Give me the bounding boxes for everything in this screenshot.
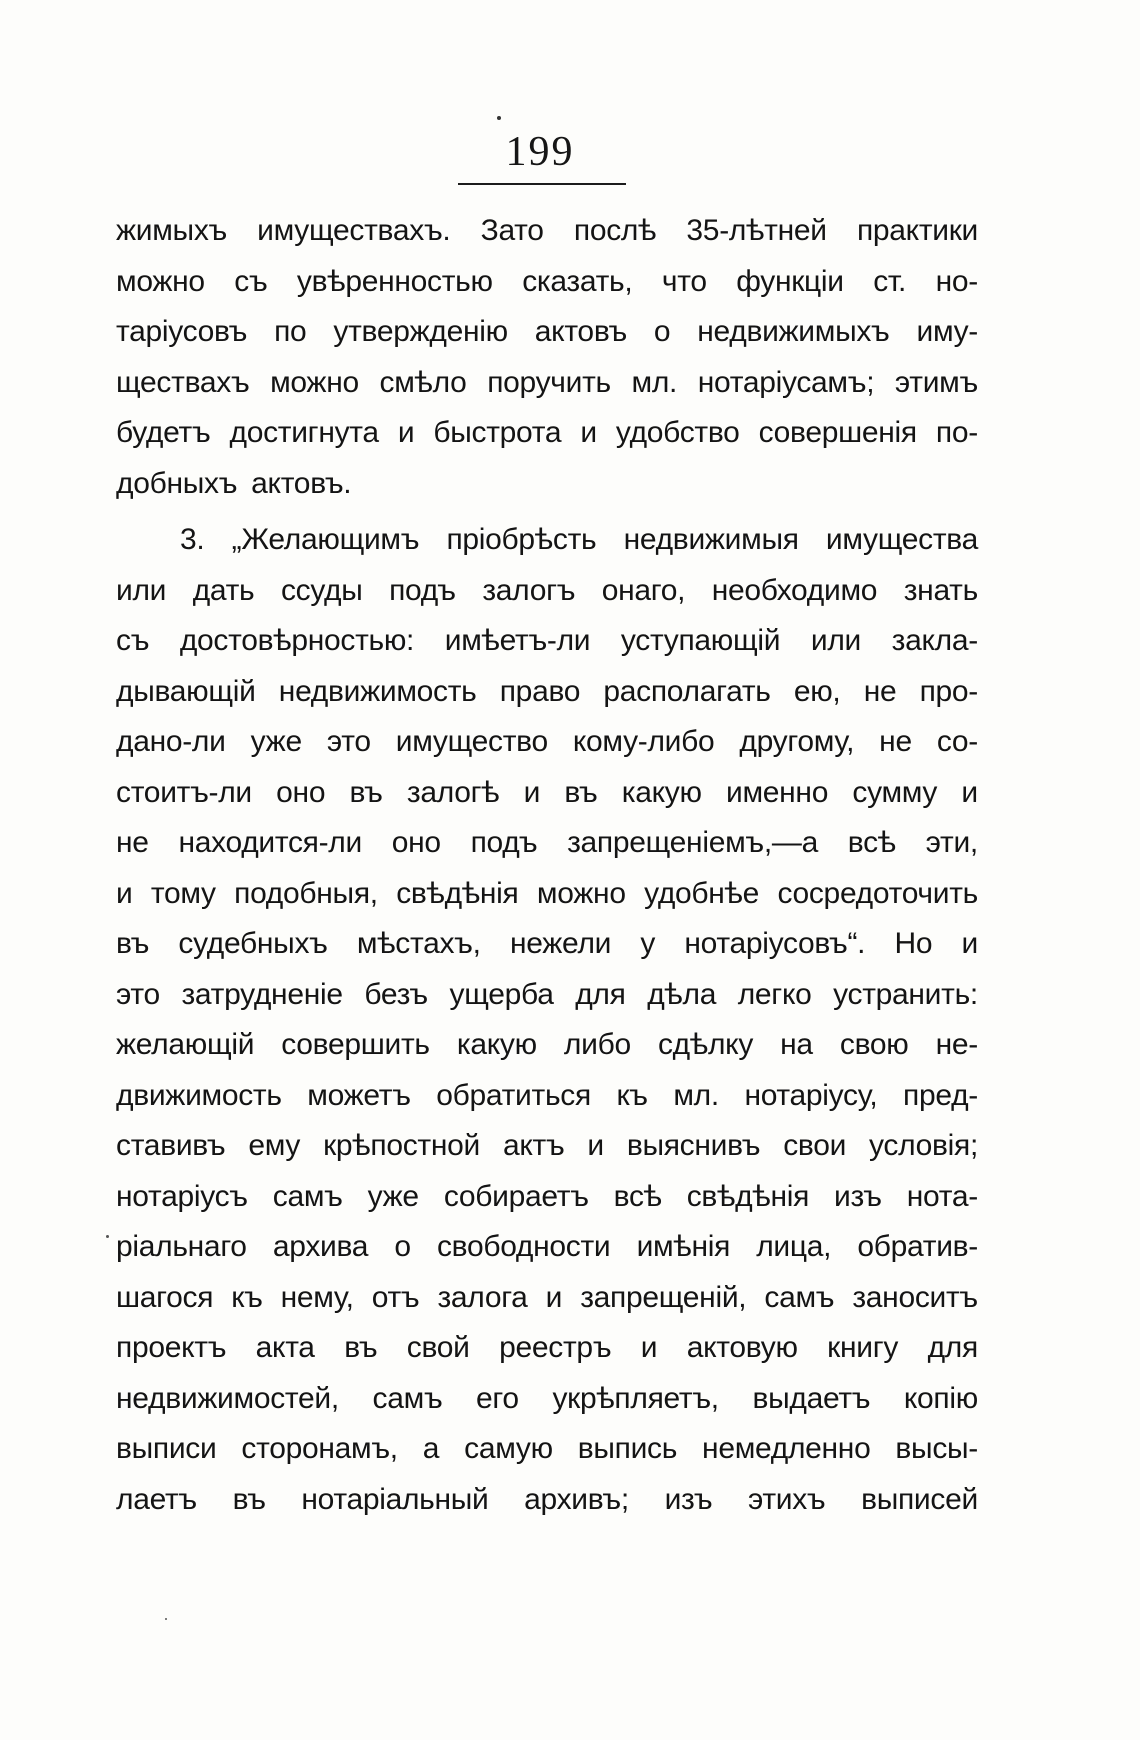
text-line [116,624,978,675]
word: самъ [372,1381,443,1415]
word: и [580,416,597,449]
word: нотаріальный [301,1482,489,1516]
word: послѣ [573,214,657,247]
text-line [116,877,978,928]
word: и [961,927,978,960]
text-line [116,675,978,726]
word: для [927,1331,978,1364]
word: нотаріусамъ; [697,365,875,399]
word: въ [564,775,598,809]
print-speck [497,116,501,120]
paragraph-2 [116,523,978,1533]
word: это [116,977,160,1011]
word: сумму [852,775,938,809]
word: эти, [925,826,978,859]
word: не [863,674,897,708]
word: совершенія [758,416,917,449]
word: свою [839,1028,909,1061]
word: въ [349,775,383,809]
word: пріобрѣсть [446,523,597,556]
word: ему [248,1129,301,1162]
text-line [116,467,978,518]
word: какую [621,775,702,809]
word: жимыхъ [116,214,227,247]
word: съ [116,624,150,657]
word: имущества [825,523,978,556]
text-line [116,214,978,265]
word: сказать, [522,264,633,298]
word: ріальнаго [116,1230,247,1263]
word: и [116,876,133,910]
word: оно [276,775,326,809]
word: актовую [686,1331,798,1364]
word: у [640,927,656,960]
word: подобныя, [234,876,378,910]
word: немедленно [702,1432,871,1465]
word: акта [255,1331,315,1364]
text-line [116,776,978,827]
word: ст. [873,264,907,298]
word: изъ [664,1482,713,1516]
word: ссуды [280,573,363,607]
text-line [116,1281,978,1332]
word: кому-либо [572,725,715,758]
word: о [394,1230,411,1263]
word: это [326,725,371,758]
word: пред- [903,1078,978,1112]
word: сосредоточить [777,876,978,910]
word: уже [250,725,302,758]
word: увѣренностью [296,264,493,298]
text-line [116,927,978,978]
word: добныхъ [116,466,238,500]
word: для [575,977,626,1011]
word: на [780,1028,813,1061]
word: поручить [487,365,611,399]
word: затрудненіе [181,977,343,1011]
word: въ [344,1331,378,1364]
word: необходимо [711,573,878,607]
word: условія; [869,1129,978,1162]
word: дѣла [647,977,717,1011]
word: уже [367,1179,419,1213]
word: о [653,315,671,348]
word: къ [616,1078,648,1112]
word: крѣпостной [323,1129,480,1162]
word: архивъ; [524,1482,629,1516]
word: располагать [603,674,771,708]
text-line [116,1028,978,1079]
word: выписей [861,1482,978,1516]
word: всѣ [847,826,896,859]
word: сдѣлку [657,1028,754,1061]
text-line [116,725,978,776]
word: будетъ [116,416,211,449]
word: обратив- [857,1230,978,1263]
word: смѣло [379,365,467,399]
word: оно [391,826,441,859]
word: 3. [180,523,205,556]
word: удобство [615,416,740,449]
word: дывающій [116,674,256,708]
word: утвержденію [333,315,508,348]
word: залогъ [482,573,576,607]
word: въ [232,1482,266,1516]
word: залогѣ [406,775,500,809]
word: мѣстахъ, [356,927,481,960]
word: достовѣрностью: [179,624,415,657]
text-line [116,1129,978,1180]
word: и [523,775,541,809]
word: по [274,315,307,348]
text-line [116,523,978,574]
text-line [116,1230,978,1281]
word: имуществахъ. [257,214,451,247]
word: заноситъ [852,1280,978,1314]
word: со- [936,725,978,758]
word: выписи [116,1432,217,1465]
word: и [587,1129,604,1162]
text-line [116,416,978,467]
header-rule [458,183,626,185]
text-line [116,366,978,417]
word: лаетъ [116,1482,197,1516]
word: нотаріусовъ“. [684,927,866,960]
word: подъ [389,573,456,607]
word: по- [935,416,978,449]
text-line [116,978,978,1029]
word: выпись [577,1432,678,1465]
word: архива [272,1230,369,1263]
word: лица, [756,1230,832,1263]
text-line [116,826,978,877]
word: знать [903,573,978,607]
word: онаго, [601,573,686,607]
word: желающій [116,1028,255,1061]
word: актъ [502,1129,565,1162]
word: высы- [895,1432,978,1465]
word: про- [919,674,978,708]
text-line [116,265,978,316]
word: ею, [793,674,841,708]
print-speck [106,1235,109,1238]
word: либо [563,1028,631,1061]
word: удобнѣе [644,876,760,910]
word: имѣнія [636,1230,731,1263]
word: и [545,1280,563,1314]
word: легко [737,977,812,1011]
word: всѣ [613,1179,662,1213]
word: книгу [827,1331,899,1364]
word: можно [270,365,359,399]
word: судебныхъ [178,927,328,960]
text-line [116,315,978,366]
word: другому, [739,725,855,758]
word: свѣдѣнія [396,876,519,910]
word: имущество [395,725,548,758]
word: и [397,416,415,449]
word: сторонамъ, [241,1432,398,1465]
word: безъ [364,977,428,1011]
word: свой [406,1331,470,1364]
page-number: 199 [505,129,575,175]
word: актовъ. [251,466,352,500]
word: мл. [631,365,678,399]
word: самъ [272,1179,343,1213]
word: какую [456,1028,537,1061]
word: Зато [480,214,544,247]
word: что [661,264,707,298]
word: а [422,1432,440,1465]
word: запрещеній, [580,1280,747,1314]
word: Но [894,927,933,960]
word: функціи [736,264,844,298]
word: можно [536,876,626,910]
text-line [116,1331,978,1382]
paragraph-1 [116,214,978,517]
word: нежели [509,927,612,960]
word: нотаріусъ [116,1179,248,1213]
word: выяснивъ [626,1129,761,1162]
text-line [116,574,978,625]
word: имѣетъ-ли [444,624,591,657]
word: именно [726,775,829,809]
body-text [116,214,978,1533]
word: но- [935,264,978,298]
word: залога [437,1280,528,1314]
word: нота- [906,1179,978,1213]
word: обратиться [436,1078,591,1112]
word: къ [231,1280,263,1314]
word: реестръ [499,1331,612,1364]
word: „Желающимъ [231,523,420,556]
word: совершить [281,1028,430,1061]
word: шагося [116,1280,214,1314]
word: быстрота [433,416,562,449]
word: таріусовъ [116,315,248,348]
word: изъ [834,1179,882,1213]
word: практики [856,214,978,247]
word: нотаріусу, [744,1078,878,1112]
word: уступающій [620,624,781,657]
word: право [499,674,581,708]
word: недвижимыя [623,523,799,556]
word: проектъ [116,1331,227,1364]
word: не [879,725,912,758]
word: запрещеніемъ,—а [567,826,818,859]
word: устранить: [833,977,978,1011]
word: или [810,624,861,657]
word: свободности [436,1230,611,1263]
word: находится-ли [178,826,362,859]
word: этихъ [747,1482,826,1516]
word: можетъ [307,1078,411,1112]
word: его [476,1381,519,1415]
text-line [116,1382,978,1433]
word: и [640,1331,658,1364]
word: тому [150,876,216,910]
word: или [116,573,167,607]
word: достигнута [229,416,379,449]
word: иму- [916,315,978,348]
word: не- [935,1028,978,1061]
word: недвижимостей, [116,1381,339,1415]
word: подъ [470,826,538,859]
word: движимость [116,1078,282,1112]
word: копію [903,1381,978,1415]
text-line [116,1432,978,1483]
word: можно [116,264,205,298]
word: недвижимыхъ [697,315,890,348]
word: выдаетъ [752,1381,871,1415]
word: ществахъ [116,365,250,399]
word: стоитъ-ли [116,775,252,809]
text-line [116,1483,978,1534]
word: самъ [764,1280,835,1314]
word: мл. [673,1078,719,1112]
word: собираетъ [443,1179,589,1213]
print-speck [165,1618,167,1620]
word: не [116,826,149,859]
word: дано-ли [116,725,226,758]
word: ставивъ [116,1129,226,1162]
word: актовъ [534,315,627,348]
word: свѣдѣнія [686,1179,810,1213]
word: отъ [371,1280,420,1314]
word: дать [192,573,255,607]
word: этимъ [894,365,978,399]
text-line [116,1180,978,1231]
word: нему, [280,1280,354,1314]
word: самую [464,1432,553,1465]
word: ущерба [449,977,554,1011]
word: и [961,775,978,809]
word: укрѣпляетъ, [552,1381,719,1415]
text-line [116,1079,978,1130]
word: 35-лѣтней [686,214,827,247]
word: свои [783,1129,847,1162]
word: въ [116,927,150,960]
word: недвижимость [278,674,477,708]
word: закла- [891,624,978,657]
word: съ [234,264,268,298]
